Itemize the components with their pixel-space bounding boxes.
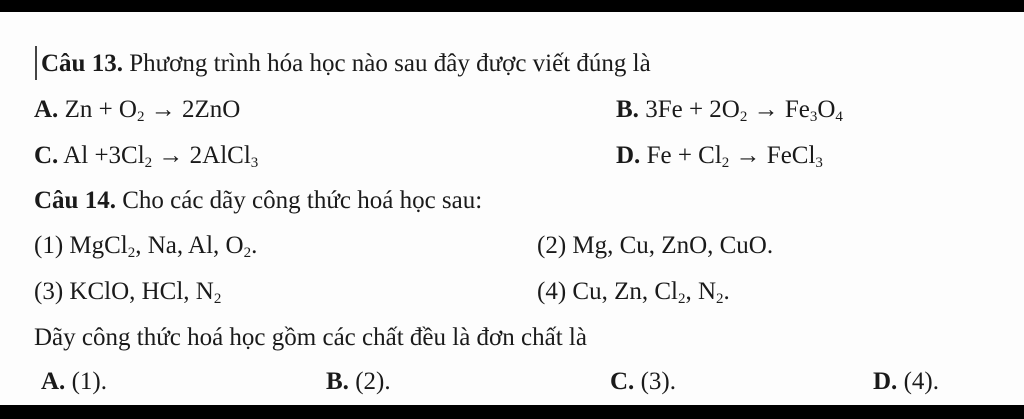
q13-label: Câu 13.	[41, 50, 123, 77]
option-letter: C.	[34, 142, 59, 169]
answer-text: (2).	[355, 368, 391, 395]
q14-series-1: (1) MgCl$_2$, Na, Al, $O_2$.	[34, 232, 258, 261]
q14-heading	[34, 187, 482, 215]
bottom-black-band	[0, 405, 1024, 419]
q13-option-d	[616, 142, 823, 170]
q14-answer-d	[873, 368, 939, 396]
answer-text: (3).	[640, 368, 676, 395]
q14-answer-c	[610, 368, 676, 396]
option-formula: $Zn + O_2 \to 2ZnO$	[64, 96, 241, 125]
q13-option-c	[34, 142, 258, 170]
answer-letter: B.	[326, 368, 349, 395]
q14-answer-b	[326, 368, 391, 396]
document-page	[0, 12, 1024, 405]
q13-text: Phương trình hóa học nào sau đây được viết đúng là	[129, 50, 651, 77]
q13-option-a	[34, 96, 240, 124]
q14-prompt: Dãy công thức hoá học gồm các chất đều là đơn chất là	[34, 324, 587, 351]
option-formula: $Fe + Cl_2$ → FeCl$_3$	[646, 142, 823, 171]
q14-label: Câu 14.	[34, 187, 116, 214]
q14-series-3: (3) KClO, HCl, $N_2$	[34, 278, 222, 307]
option-formula: $3Fe + 2O_2 \to Fe_3O_4$	[645, 96, 843, 125]
answer-text: (4).	[903, 368, 939, 395]
text-cursor	[35, 46, 37, 80]
option-letter: A.	[34, 96, 59, 123]
q14-series-2: (2) Mg, Cu, ZnO, CuO.	[537, 232, 774, 259]
answer-letter: D.	[873, 368, 898, 395]
q13-heading	[41, 50, 651, 78]
option-letter: D.	[616, 142, 641, 169]
answer-letter: C.	[610, 368, 635, 395]
q13-option-b	[616, 96, 843, 124]
q14-answer-a	[41, 368, 107, 396]
option-formula: $Al +3Cl_2$ → 2AlCl$_3$	[63, 142, 259, 171]
answer-letter: A.	[41, 368, 66, 395]
answer-text: (1).	[71, 368, 107, 395]
option-letter: B.	[616, 96, 639, 123]
top-black-band	[0, 0, 1024, 12]
q14-text: Cho các dãy công thức hoá học sau:	[122, 187, 483, 214]
q14-series-4: (4) Cu, Zn, $Cl_2$, $N_2$.	[537, 278, 730, 307]
